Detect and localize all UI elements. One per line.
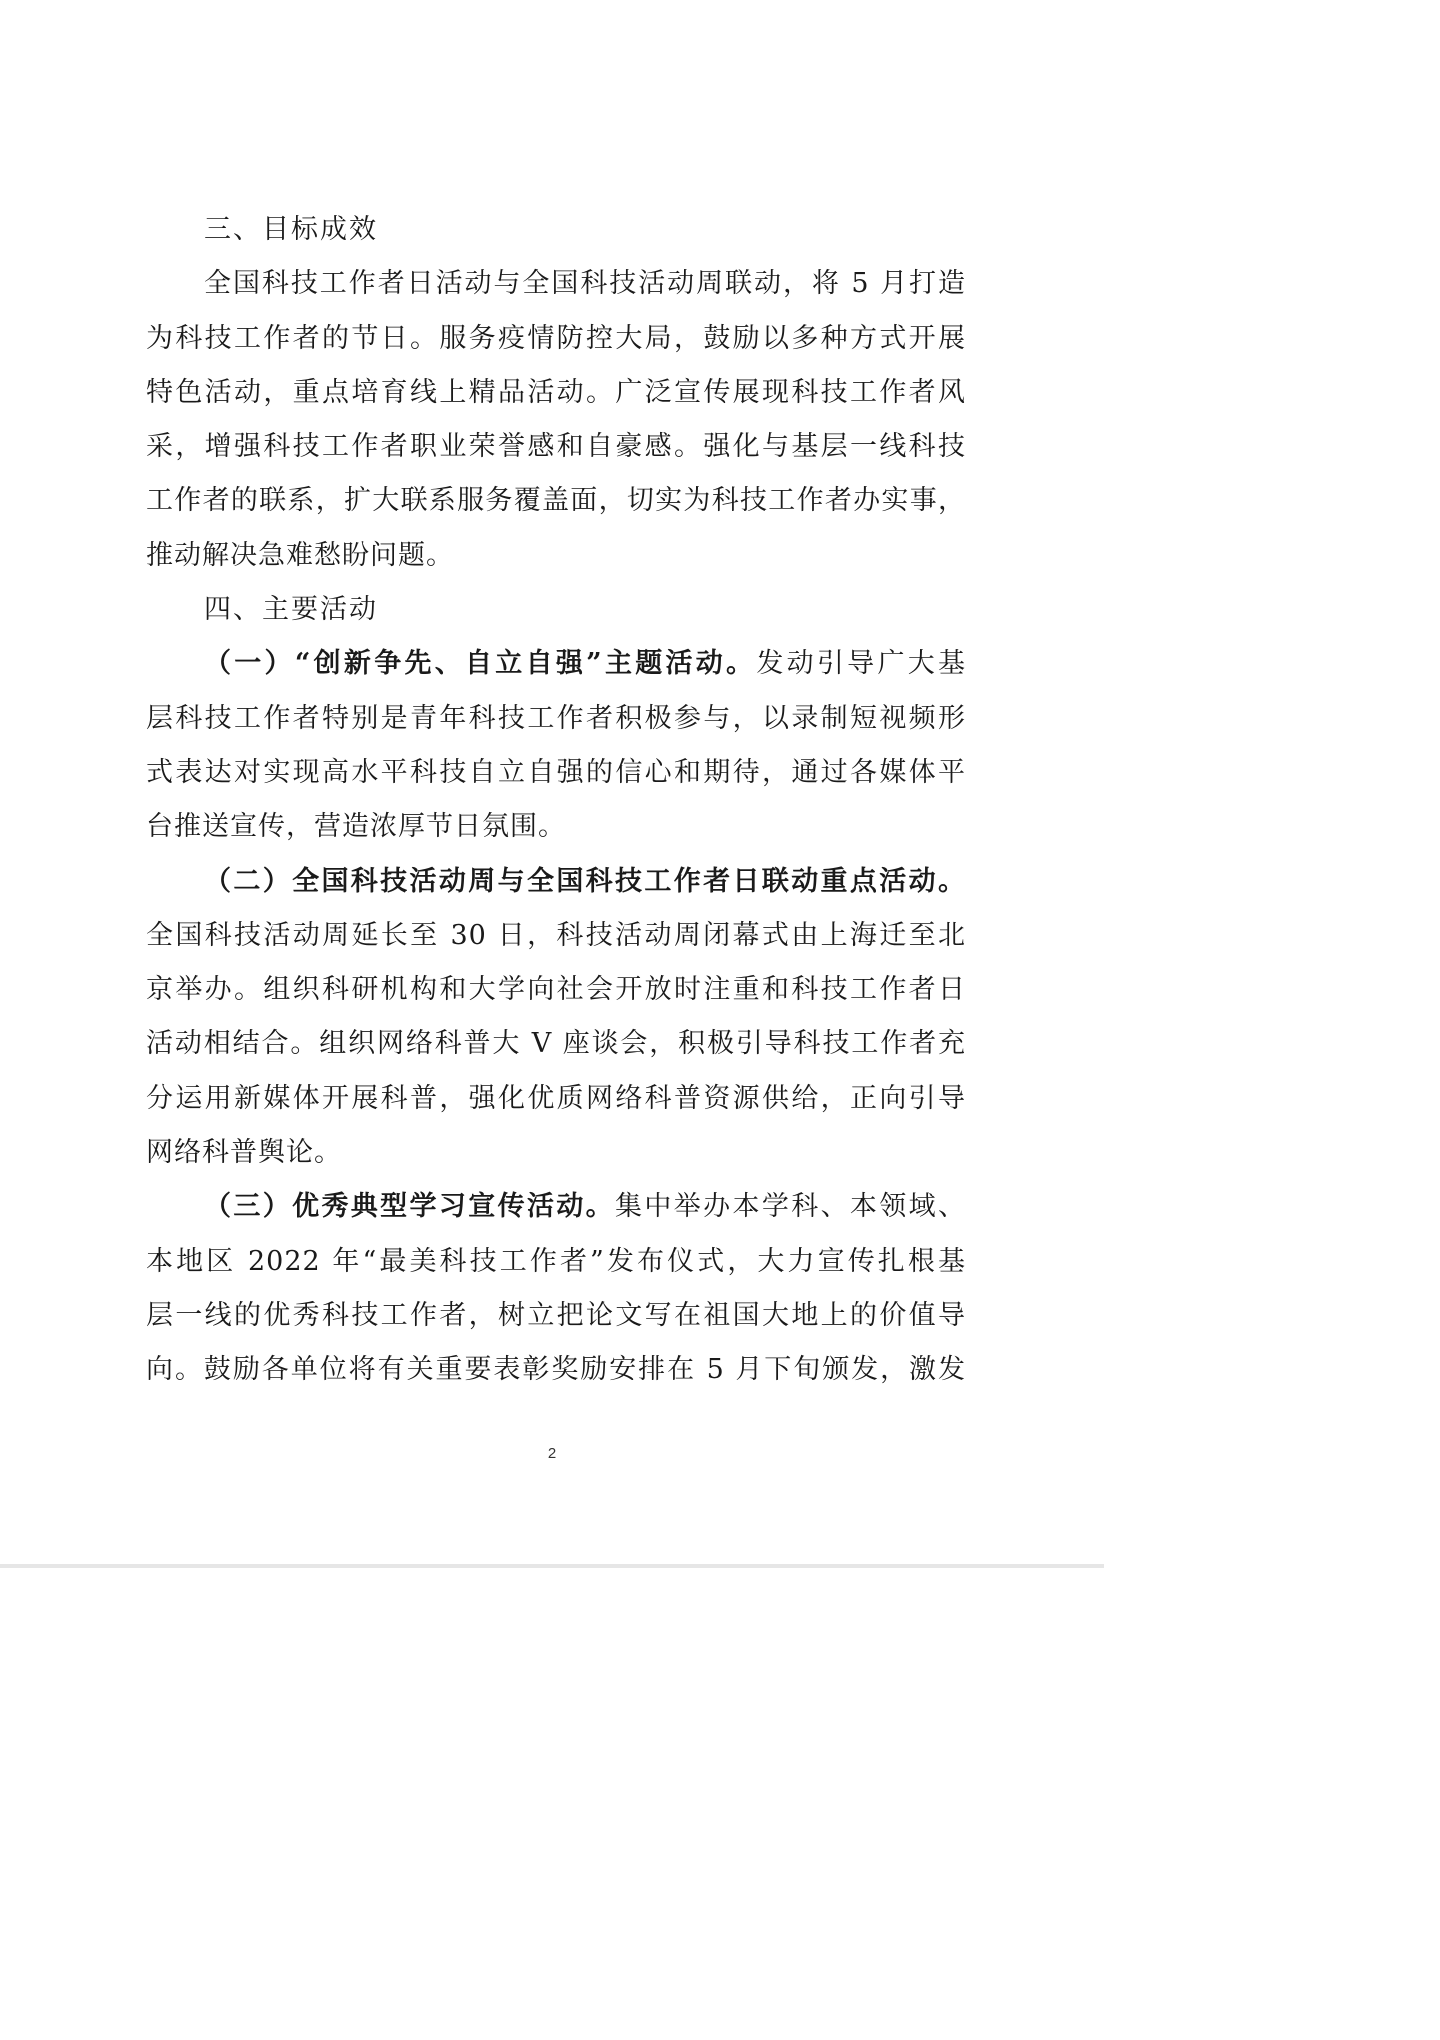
paragraph-line: 层科技工作者特别是青年科技工作者积极参与，以录制短视频形 [146, 702, 966, 734]
section-heading-3: 三、目标成效 [204, 214, 378, 245]
subsection-title-1: （一）“创新争先、自立自强”主题活动。 [204, 648, 757, 680]
paragraph-line: 工作者的联系，扩大联系服务覆盖面，切实为科技工作者办实事， [146, 485, 966, 517]
section-heading-4: 四、主要活动 [204, 594, 378, 626]
subsection-first-line-1 [146, 637, 966, 691]
document-body [146, 203, 966, 1398]
paragraph-line: 活动相结合。组织网络科普大 V 座谈会，积极引导科技工作者充 [146, 1028, 966, 1060]
paragraph-line: 式表达对实现高水平科技自立自强的信心和期待，通过各媒体平 [146, 756, 966, 788]
paragraph-line: 本地区 2022 年“最美科技工作者”发布仪式，大力宣传扎根基 [146, 1245, 966, 1277]
subsection-title-3: （三）优秀典型学习宣传活动。 [204, 1191, 616, 1223]
page-number: 2 [547, 1445, 557, 1462]
paragraph-line: 全国科技工作者日活动与全国科技活动周联动，将 5 月打造 [204, 268, 966, 300]
subsection-title-2: （二）全国科技活动周与全国科技工作者日联动重点活动。 [204, 865, 966, 897]
paragraph-line: 层一线的优秀科技工作者，树立把论文写在祖国大地上的价值导 [146, 1299, 966, 1331]
paragraph-line: 京举办。组织科研机构和大学向社会开放时注重和科技工作者日 [146, 974, 966, 1006]
paragraph-line: 向。鼓励各单位将有关重要表彰奖励安排在 5 月下旬颁发，激发 [146, 1354, 966, 1386]
paragraph-line: 全国科技活动周延长至 30 日，科技活动周闭幕式由上海迁至北 [146, 919, 966, 951]
subsection-first-line-3 [146, 1180, 966, 1234]
subsection-first-line-2 [146, 855, 966, 909]
paragraph-text: 发动引导广大基 [756, 648, 966, 680]
paragraph-line: 采，增强科技工作者职业荣誉感和自豪感。强化与基层一线科技 [146, 431, 966, 463]
paragraph-line: 推动解决急难愁盼问题。 [146, 539, 454, 571]
paragraph-text: 集中举办本学科、本领域、 [615, 1191, 966, 1223]
paragraph-line: 网络科普舆论。 [146, 1137, 342, 1169]
paragraph-line: 分运用新媒体开展科普，强化优质网络科普资源供给，正向引导 [146, 1082, 966, 1114]
paragraph-line: 台推送宣传，营造浓厚节日氛围。 [146, 811, 566, 843]
paragraph-line: 特色活动，重点培育线上精品活动。广泛宣传展现科技工作者风 [146, 376, 966, 408]
paragraph-line: 为科技工作者的节日。服务疫情防控大局，鼓励以多种方式开展 [146, 322, 966, 354]
page-bottom-edge [0, 1564, 1104, 1568]
